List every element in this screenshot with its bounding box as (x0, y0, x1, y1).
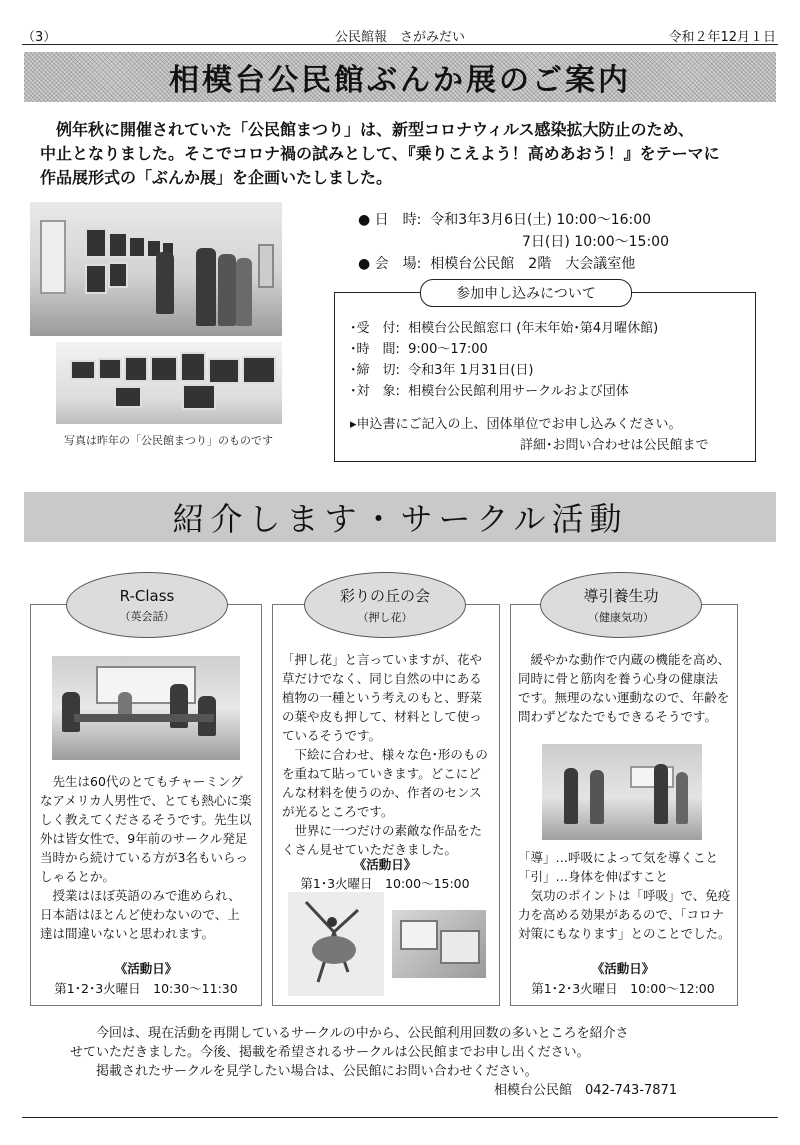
event-date: ● 日 時: 令和3年3月6日(土) 10:00～16:00 (358, 212, 652, 228)
issue-date: 令和２年12月１日 (668, 30, 776, 45)
circle-description (518, 650, 730, 726)
festival-photo-hall (30, 202, 282, 336)
circles-title: 紹介します・サークル活動 (172, 500, 628, 538)
event-date-2: 7日(日) 10:00～15:00 (522, 234, 669, 250)
schedule-heading: 《活動日》 (591, 961, 655, 976)
registration-details (350, 318, 709, 456)
footer-line: 今回は、現在活動を再開しているサークルの中から、公民館利用回数の多いところを紹介さ (70, 1026, 629, 1041)
registration-title: 参加申し込みについて (420, 279, 632, 307)
circle-paragraph: 下絵に合わせ、様々な色･形のものを重ねて貼っていきます。どこにどんな材料を使うのか、作者のセンスが光るところです。 (282, 747, 488, 819)
circle-paragraph: 「導」…呼吸によって気を導くこと (518, 850, 719, 865)
circle-description (40, 772, 252, 943)
registration-item: ･時 間: 9:00～17:00 (350, 342, 488, 357)
circle-paragraph: 緩やかな動作で内蔵の機能を高め、同時に骨と筋肉を養う心身の健康法です。無理のない運動なので、年齢を問わずどなたでもできるそうです。 (518, 652, 731, 724)
circle-paragraph: 授業はほぼ英語のみで進められ、日本語はほとんど使わないので、上達は間違いないと思われます。 (40, 888, 241, 941)
intro-line: 作品展形式の「ぶんか展」を企画いたしました。 (40, 168, 393, 187)
page-number: （3） (22, 30, 57, 45)
intro-line: 例年秋に開催されていた「公民館まつり」は、新型コロナウィルス感染拡大防止のため、 (40, 120, 694, 139)
circle-title-oval (540, 572, 702, 638)
festival-photo-artworks (56, 342, 282, 424)
footer-contact: 相模台公民館 042-743-7871 (494, 1083, 678, 1098)
circle-paragraph: 「押し花」と言っていますが、花や草だけでなく、同じ自然の中にある植物の一種という考えのもと、野菜の葉や皮も押して、材料として使っているそうです。 (282, 652, 483, 743)
circle-paragraph: 世界に一つだけの素敵な作品をたくさん見せていただきました。 (282, 823, 483, 857)
circle-description (282, 650, 490, 859)
circle-name: 彩りの丘の会 (339, 587, 430, 605)
circle-name: 導引養生功 (583, 587, 659, 605)
registration-item: ･受 付: 相模台公民館窓口 (年末年始･第4月曜休館) (350, 321, 659, 336)
circle-title-oval (66, 572, 228, 638)
circle-subtitle: （英会話） (119, 609, 175, 623)
circle-title-oval (304, 572, 466, 638)
circle-name: R-Class (119, 586, 175, 605)
pressed-flower-ballerina-photo (288, 892, 384, 996)
qigong-photo (542, 744, 702, 840)
schedule: 第1･3火曜日 10:00～15:00 (300, 876, 470, 891)
exhibition-title: 相模台公民館ぶんか展のご案内 (169, 63, 631, 98)
footer-line: 掲載されたサークルを見学したい場合は、公民館にお問い合わせください。 (70, 1064, 538, 1079)
schedule: 第1･2･3火曜日 10:30～11:30 (54, 981, 238, 996)
registration-note: ▸申込書にご記入の上、団体単位でお申し込みください。 (350, 417, 682, 432)
event-venue: ● 会 場: 相模台公民館 2階 大会議室他 (358, 256, 636, 272)
circle-description-2 (518, 848, 732, 943)
registration-item: ･締 切: 令和3年 1月31日(日) (350, 363, 534, 378)
rclass-photo (52, 656, 240, 760)
header-rule (22, 44, 778, 45)
intro-line: 中止となりました。そこでコロナ禍の試みとして、『乗りこえよう！高めあおう！』をテーマに (40, 144, 720, 163)
newsletter-name: 公民館報 さがみだい (334, 30, 465, 45)
footer-line: せていただきました。今後、掲載を希望されるサークルは公民館までお申し出ください。 (70, 1045, 590, 1060)
circle-paragraph: 「引」…身体を伸ばすこと (518, 869, 669, 884)
circle-paragraph: 気功のポイントは「呼吸」で、免疫力を高める効果があるので、「コロナ対策にもなります」とのことでした。 (518, 888, 731, 941)
registration-item: ･対 象: 相模台公民館利用サークルおよび団体 (350, 384, 629, 399)
footer-text (70, 1024, 730, 1100)
circles-banner (24, 492, 776, 542)
registration-contact: 詳細･お問い合わせは公民館まで (520, 438, 709, 453)
circle-subtitle: （健康気功） (588, 611, 654, 624)
footer-rule (22, 1117, 778, 1118)
exhibition-banner (24, 52, 776, 102)
schedule: 第1･2･3火曜日 10:00～12:00 (531, 981, 715, 996)
schedule-heading: 《活動日》 (353, 857, 417, 872)
pressed-flower-work-photo (392, 910, 486, 978)
intro-text (40, 118, 760, 190)
circle-subtitle: （押し花） (357, 611, 413, 624)
circle-paragraph: 先生は60代のとてもチャーミングなアメリカ人男性で、とても熱心に楽しく教えてくださるそうです。先生以外は皆女性で、9年前のサークル発足当時から続けている方が3名もいらっしゃるとか。 (40, 774, 252, 884)
schedule-heading: 《活動日》 (114, 961, 178, 976)
photo-caption: 写真は昨年の「公民館まつり」のものです (64, 434, 273, 447)
